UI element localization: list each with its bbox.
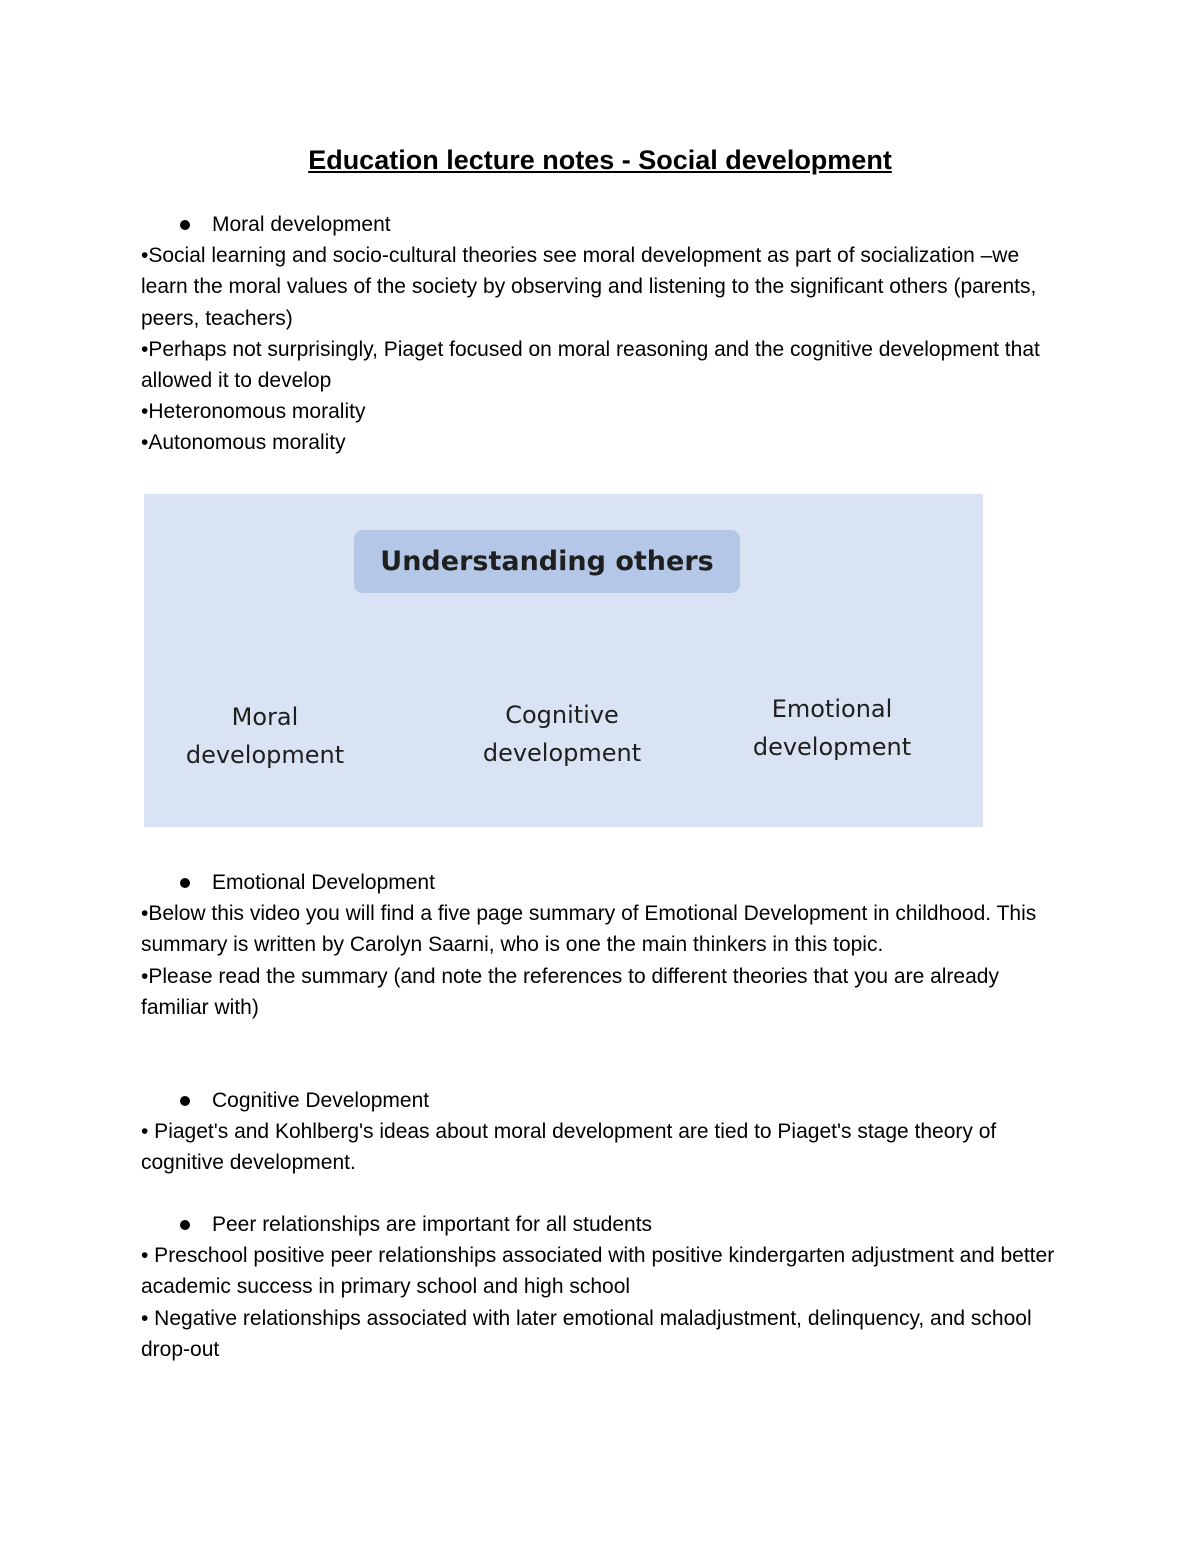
section-heading-emotional bbox=[141, 867, 1061, 898]
section-heading-peer bbox=[141, 1209, 1061, 1240]
heading-text: Peer relationships are important for all students bbox=[212, 1213, 653, 1236]
paragraph: •Perhaps not surprisingly, Piaget focused on moral reasoning and the cognitive development that allowed it to develop bbox=[141, 337, 1040, 393]
diagram-title: Understanding others bbox=[354, 530, 740, 593]
heading-text: Cognitive Development bbox=[212, 1089, 430, 1112]
paragraph: •Heteronomous morality bbox=[141, 400, 366, 424]
section-emotional bbox=[141, 867, 1061, 1023]
paragraph: •Autonomous morality bbox=[141, 431, 346, 455]
diagram-label-cognitive: Cognitive development bbox=[482, 701, 642, 767]
section-peer bbox=[141, 1209, 1061, 1365]
page-title: Education lecture notes - Social development bbox=[308, 145, 892, 175]
section-heading-cognitive bbox=[141, 1085, 1061, 1116]
paragraph: •Below this video you will find a five page summary of Emotional Development in childhood. This summary is written by Carolyn Saarni, who is one the main thinkers in this topic. bbox=[141, 902, 1037, 957]
section-cognitive bbox=[141, 1085, 1061, 1179]
diagram-label-moral: Moral development bbox=[185, 703, 345, 769]
paragraph: • Preschool positive peer relationships associated with positive kindergarten adjustment and better academic success in primary school and high school bbox=[141, 1244, 1055, 1299]
bullet-dot-icon bbox=[180, 220, 190, 230]
bullet-dot-icon bbox=[180, 1096, 190, 1106]
paragraph: • Negative relationships associated with later emotional maladjustment, delinquency, and school drop-out bbox=[141, 1306, 1032, 1361]
paragraph: • Piaget's and Kohlberg's ideas about moral development are tied to Piaget's stage theory of cognitive development. bbox=[141, 1120, 997, 1175]
paragraph: •Please read the summary (and note the references to different theories that you are already familiar with) bbox=[141, 964, 999, 1019]
paragraph: •Social learning and socio-cultural theories see moral development as part of socialization –we learn the moral values of the society by observing and listening to the significant others (parents, peers, teachers) bbox=[141, 244, 1037, 330]
section-heading-moral bbox=[141, 209, 1061, 240]
heading-text: Emotional Development bbox=[212, 871, 435, 894]
section-moral bbox=[141, 209, 1061, 459]
diagram-label-emotional: Emotional development bbox=[752, 695, 912, 761]
understanding-others-diagram bbox=[144, 494, 983, 827]
bullet-dot-icon bbox=[180, 1220, 190, 1230]
heading-text: Moral development bbox=[212, 213, 391, 236]
bullet-dot-icon bbox=[180, 878, 190, 888]
